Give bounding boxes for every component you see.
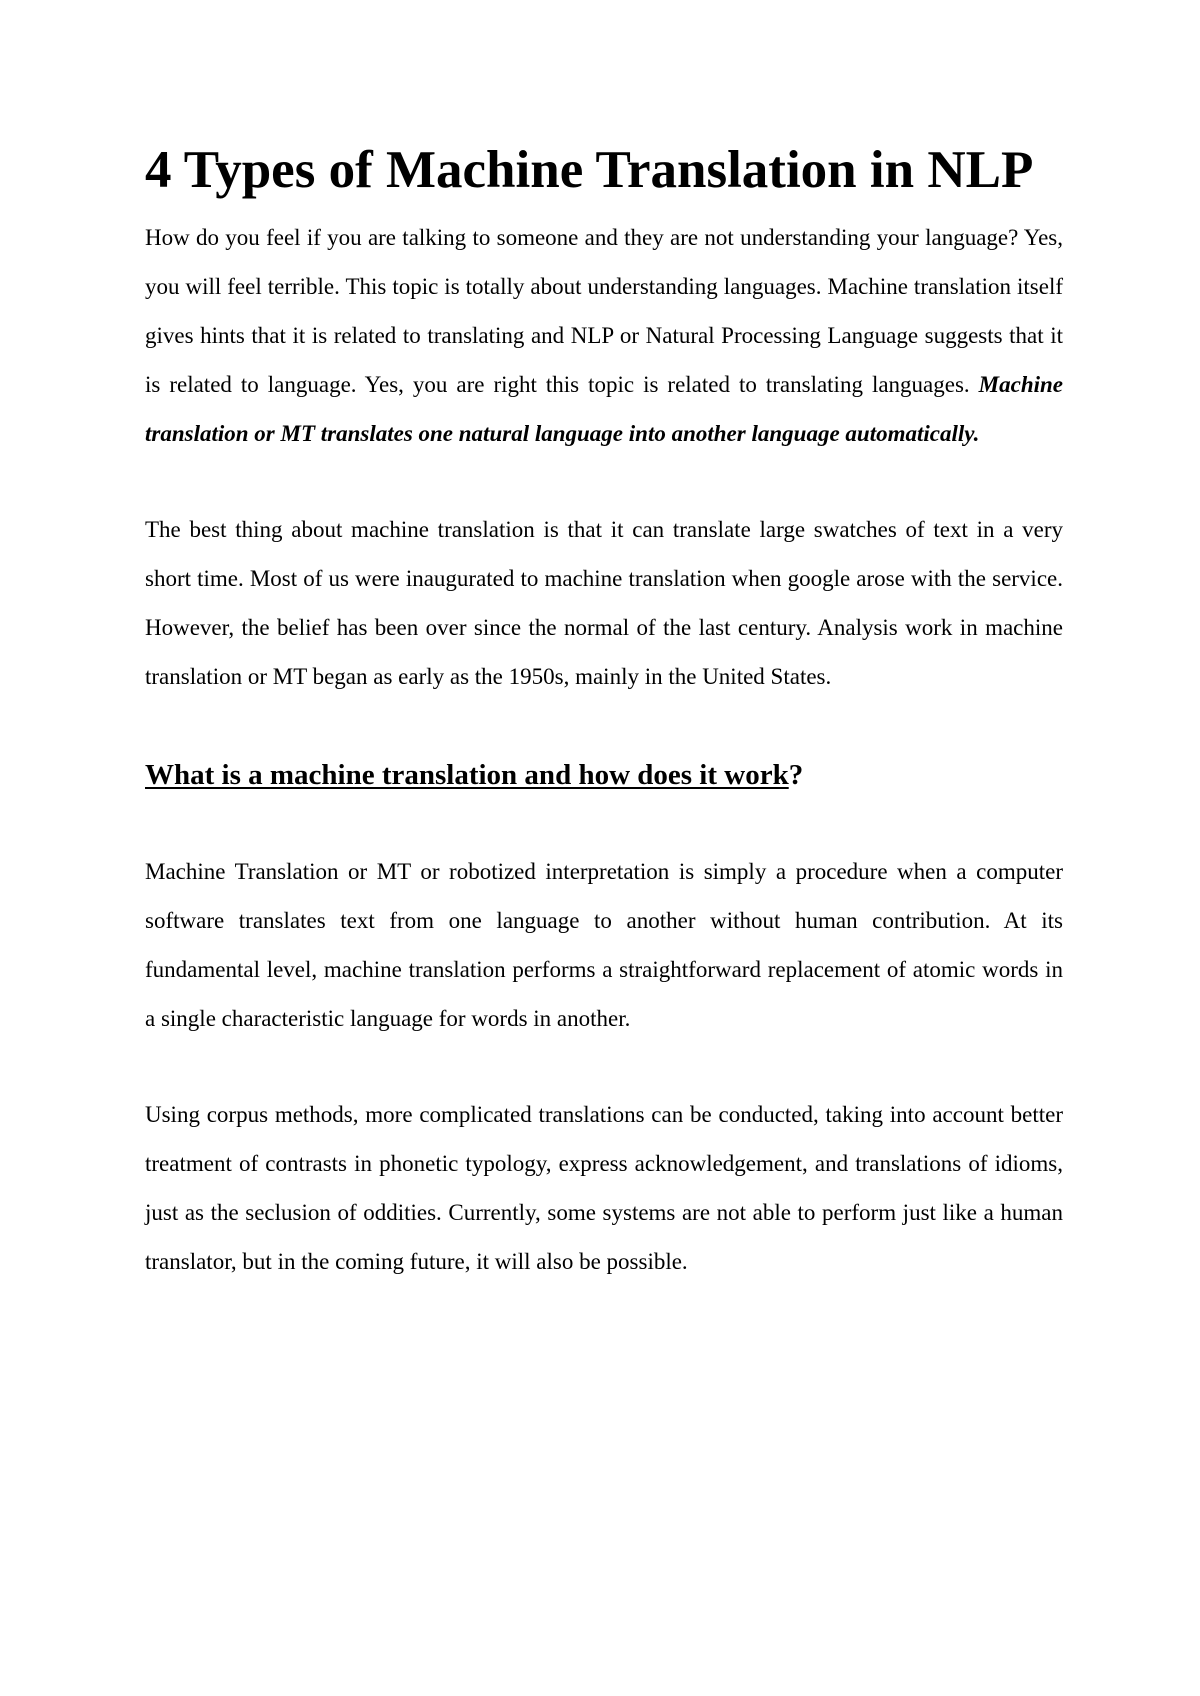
paragraph-corpus-methods: Using corpus methods, more complicated translations can be conducted, taking into account better treatment of contrasts in phonetic typology, express acknowledgement, and translations of idioms, just as the seclusion of oddities. Currently, some systems are not able to perform just like a human translator, but in the coming future, it will also be possible. [145, 1102, 1063, 1274]
section-heading-suffix: ? [788, 759, 804, 791]
document-page [145, 138, 1063, 1286]
document-title: 4 Types of Machine Translation in NLP [145, 141, 1034, 199]
paragraph-history: The best thing about machine translation is that it can translate large swatches of text in a very short time. Most of us were inaugurated to machine translation when google arose with the service. However, the belief has been over since the normal of the last century. Analysis work in machine translation or MT began as early as the 1950s, mainly in the United States. [145, 517, 1063, 689]
section-heading [145, 755, 1063, 795]
intro-paragraph [145, 213, 1063, 458]
intro-emphasis: Machine translation or MT translates one natural language into another language automatically. [145, 372, 1063, 446]
intro-text: How do you feel if you are talking to someone and they are not understanding your language? Yes, you will feel terrible. This topic is totally about understanding languages. Machine translation itself gives hints that it is related to translating and NLP or Natural Processing Language suggests that it is related to language. Yes, you are right this topic is related to translating languages. [145, 225, 1063, 397]
section-heading-text: What is a machine translation and how does it work [145, 759, 789, 791]
paragraph-definition: Machine Translation or MT or robotized interpretation is simply a procedure when a computer software translates text from one language to another without human contribution. At its fundamental level, machine translation performs a straightforward replacement of atomic words in a single characteristic language for words in another. [145, 859, 1063, 1031]
